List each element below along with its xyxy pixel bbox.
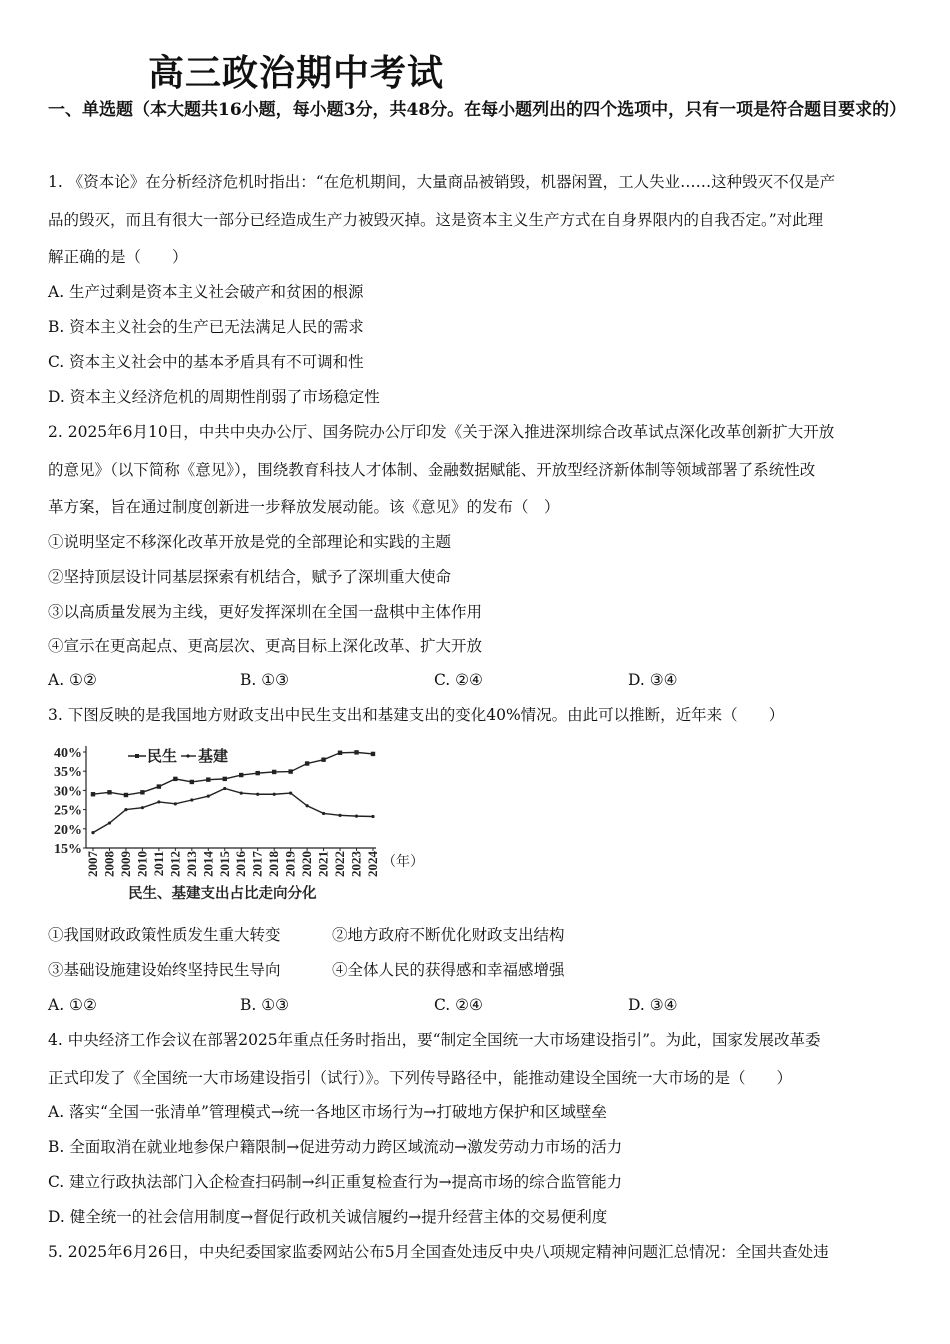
q3-statement-1: ①我国财政政策性质发生重大转变 bbox=[48, 926, 281, 944]
x-tick-label: 2019 bbox=[282, 851, 298, 877]
x-tick-label: 2022 bbox=[332, 851, 348, 877]
q3-stem: 3. 下图反映的是我国地方财政支出中民生支出和基建支出的变化40%情况。由此可以推断，近年来（ ） bbox=[48, 706, 785, 724]
data-point bbox=[173, 777, 177, 781]
legend-label-基建: 基建 bbox=[198, 747, 229, 765]
q2-option-c: C. ②④ bbox=[434, 671, 483, 689]
q3-statement-2: ②地方政府不断优化财政支出结构 bbox=[332, 926, 565, 944]
q1-option-b: B. 资本主义社会的生产已无法满足人民的需求 bbox=[48, 318, 364, 336]
y-tick-label: 30% bbox=[54, 784, 82, 800]
q1-stem-line-2: 品的毁灭，而且有很大一部分已经造成生产力被毁灭掉。这是资本主义生产方式在自身界限内的自我否定。”对此理 bbox=[48, 211, 824, 229]
q1-stem-line-1: 1. 《资本论》在分析经济危机时指出：“在危机期间，大量商品被销毁，机器闲置，工人失业……这种毁灭不仅是产 bbox=[48, 173, 836, 191]
q2-statement-4: ④宣示在更高起点、更高层次、更高目标上深化改革、扩大开放 bbox=[48, 637, 483, 655]
legend-marker-民生 bbox=[135, 754, 139, 758]
data-point bbox=[91, 792, 95, 796]
q4-option-b: B. 全面取消在就业地参保户籍限制→促进劳动力跨区域流动→激发劳动力市场的活力 bbox=[48, 1138, 623, 1156]
data-point bbox=[289, 791, 292, 794]
data-point bbox=[306, 804, 309, 807]
q4-option-c: C. 建立行政执法部门入企检查扫码制→纠正重复检查行为→提高市场的综合监管能力 bbox=[48, 1173, 623, 1191]
x-tick-label: 2014 bbox=[200, 851, 216, 877]
data-point bbox=[322, 812, 325, 815]
q2-stem-line-1: 2. 2025年6月10日，中共中央办公厅、国务院办公厅印发《关于深入推进深圳综合改革试点深化改革创新扩大开放 bbox=[48, 423, 835, 441]
data-point bbox=[273, 793, 276, 796]
data-point bbox=[240, 791, 243, 794]
x-tick-label: 2007 bbox=[85, 851, 100, 877]
data-point bbox=[305, 761, 309, 765]
page-title: 高三政治期中考试 bbox=[148, 52, 445, 94]
data-point bbox=[190, 780, 194, 784]
data-point bbox=[256, 793, 259, 796]
q4-stem-line-2: 正式印发了《全国统一大市场建设指引（试行）》。下列传导路径中，能推动建设全国统一大市场的是（ ） bbox=[48, 1069, 793, 1087]
q2-statement-3: ③以高质量发展为主线，更好发挥深圳在全国一盘棋中主体作用 bbox=[48, 603, 483, 621]
data-point bbox=[371, 752, 375, 756]
q2-statement-2: ②坚持顶层设计同基层探索有机结合，赋予了深圳重大使命 bbox=[48, 568, 452, 586]
data-point bbox=[256, 771, 260, 775]
y-tick-label: 35% bbox=[54, 765, 82, 781]
data-point bbox=[107, 790, 111, 794]
y-tick-label: 40% bbox=[54, 746, 82, 761]
q1-stem-line-3: 解正确的是（ ） bbox=[48, 248, 188, 266]
data-point bbox=[207, 795, 210, 798]
x-tick-label: 2021 bbox=[315, 851, 331, 877]
y-tick-label: 20% bbox=[54, 822, 82, 838]
q1-option-d: D. 资本主义经济危机的周期性削弱了市场稳定性 bbox=[48, 388, 380, 406]
q1-option-c: C. 资本主义社会中的基本矛盾具有不可调和性 bbox=[48, 353, 364, 371]
q3-option-d: D. ③④ bbox=[628, 996, 678, 1014]
q2-stem-line-3: 革方案，旨在通过制度创新进一步释放发展动能。该《意见》的发布（ ） bbox=[48, 498, 560, 516]
section-heading: 一、单选题（本大题共16小题，每小题3分，共48分。在每小题列出的四个选项中，只有一项是符合题目要求的） bbox=[48, 100, 907, 120]
q2-option-b: B. ①③ bbox=[240, 671, 290, 689]
x-tick-label: 2017 bbox=[249, 851, 265, 877]
q2-option-a: A. ①② bbox=[48, 671, 97, 689]
x-tick-label: 2024 bbox=[365, 851, 380, 877]
data-point bbox=[124, 808, 127, 811]
series-line-民生 bbox=[93, 752, 373, 795]
q4-option-a: A. 落实“全国一张清单”管理模式→统一各地区市场行为→打破地方保护和区域壁垒 bbox=[48, 1103, 607, 1121]
data-point bbox=[354, 750, 358, 754]
q4-option-d: D. 健全统一的社会信用制度→督促行政机关诚信履约→提升经营主体的交易便利度 bbox=[48, 1208, 608, 1226]
line-chart bbox=[46, 738, 426, 908]
data-point bbox=[223, 777, 227, 781]
x-tick-label: 2008 bbox=[101, 851, 117, 877]
q3-option-b: B. ①③ bbox=[240, 996, 290, 1014]
chart-title: 民生、基建支出占比走向分化 bbox=[128, 886, 317, 902]
data-point bbox=[140, 790, 144, 794]
data-point bbox=[272, 770, 276, 774]
q3-option-a: A. ①② bbox=[48, 996, 97, 1014]
x-axis-label: （年） bbox=[382, 854, 424, 870]
q3-option-c: C. ②④ bbox=[434, 996, 483, 1014]
data-point bbox=[141, 806, 144, 809]
data-point bbox=[338, 814, 341, 817]
x-tick-label: 2020 bbox=[299, 851, 315, 877]
data-point bbox=[190, 798, 193, 801]
data-point bbox=[288, 769, 292, 773]
x-tick-label: 2016 bbox=[233, 851, 249, 877]
q2-stem-line-2: 的意见》（以下简称《意见》），围绕教育科技人才体制、金融数据赋能、开放型经济新体制等领域部署了系统性改 bbox=[48, 461, 816, 479]
q1-option-a: A. 生产过剩是资本主义社会破产和贫困的根源 bbox=[48, 283, 364, 301]
x-tick-label: 2011 bbox=[150, 851, 166, 877]
q2-option-d: D. ③④ bbox=[628, 671, 678, 689]
data-point bbox=[124, 793, 128, 797]
data-point bbox=[174, 802, 177, 805]
data-point bbox=[223, 787, 226, 790]
y-tick-label: 15% bbox=[54, 842, 82, 857]
data-point bbox=[355, 815, 358, 818]
q3-statement-3: ③基础设施建设始终坚持民生导向 bbox=[48, 961, 281, 979]
q5-stem-line-1: 5. 2025年6月26日，中央纪委国家监委网站公布5月全国查处违反中央八项规定精神问题汇总情况：全国共查处违 bbox=[48, 1243, 829, 1261]
x-tick-label: 2009 bbox=[117, 851, 133, 877]
data-point bbox=[108, 821, 111, 824]
q2-statement-1: ①说明坚定不移深化改革开放是党的全部理论和实践的主题 bbox=[48, 533, 452, 551]
x-tick-label: 2010 bbox=[134, 851, 150, 877]
data-point bbox=[321, 757, 325, 761]
legend-label-民生: 民生 bbox=[147, 747, 178, 765]
data-point bbox=[157, 800, 160, 803]
q3-statement-4: ④全体人民的获得感和幸福感增强 bbox=[332, 961, 565, 979]
x-tick-label: 2012 bbox=[167, 851, 183, 877]
data-point bbox=[371, 815, 374, 818]
data-point bbox=[91, 831, 94, 834]
data-point bbox=[206, 777, 210, 781]
series-line-基建 bbox=[93, 788, 373, 832]
y-tick-label: 25% bbox=[54, 803, 82, 819]
x-tick-label: 2023 bbox=[348, 851, 364, 877]
legend-marker-基建 bbox=[186, 754, 189, 757]
data-point bbox=[338, 751, 342, 755]
x-tick-label: 2013 bbox=[183, 851, 199, 877]
data-point bbox=[239, 773, 243, 777]
q4-stem-line-1: 4. 中央经济工作会议在部署2025年重点任务时指出，要“制定全国统一大市场建设指引”。为此，国家发展改革委 bbox=[48, 1031, 821, 1049]
x-tick-label: 2015 bbox=[216, 851, 232, 877]
x-tick-label: 2018 bbox=[266, 851, 282, 877]
data-point bbox=[157, 784, 161, 788]
